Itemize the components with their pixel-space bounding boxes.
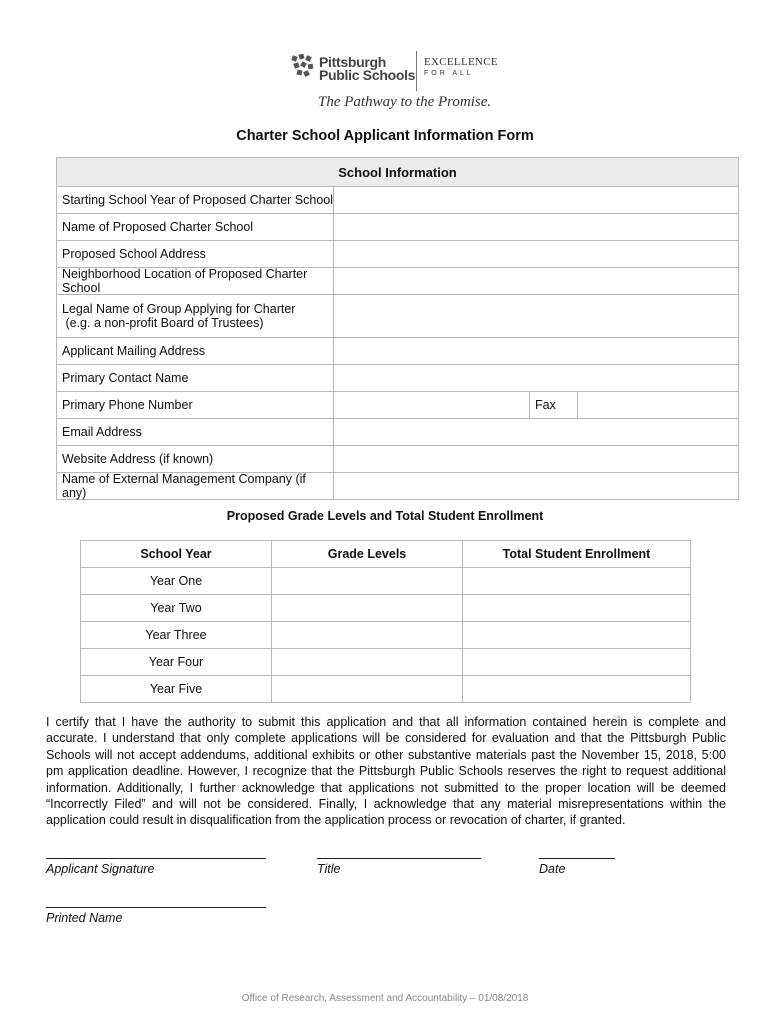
printed-name-label: Printed Name: [46, 911, 123, 925]
printed-name-line[interactable]: [46, 907, 266, 908]
info-row-management-company: [57, 473, 738, 499]
info-label: Email Address: [57, 419, 334, 445]
info-row-legal-name: [57, 295, 738, 338]
table-row: [81, 595, 690, 622]
website-field[interactable]: [334, 446, 738, 472]
header-grade-levels: Grade Levels: [272, 541, 463, 567]
fax-field[interactable]: [578, 392, 738, 418]
logo-excellence: [424, 56, 498, 80]
info-row-mailing-address: [57, 338, 738, 365]
grade-levels-field[interactable]: [272, 595, 463, 621]
legal-name-example: (e.g. a non-profit Board of Trustees): [62, 316, 264, 330]
date-line[interactable]: [539, 858, 615, 859]
info-label: Name of Proposed Charter School: [57, 214, 334, 240]
info-label: Proposed School Address: [57, 241, 334, 267]
logo-tagline: The Pathway to the Promise.: [318, 94, 492, 110]
logo-excellence-line1: EXCELLENCE: [424, 56, 498, 68]
info-row-contact-name: [57, 365, 738, 392]
pps-logo: [288, 48, 498, 116]
info-label: Applicant Mailing Address: [57, 338, 334, 364]
applicant-signature-line[interactable]: [46, 858, 266, 859]
logo-name-line1: Pittsburgh: [319, 54, 386, 70]
info-row-website: [57, 446, 738, 473]
table-row: [81, 568, 690, 595]
phone-field[interactable]: [334, 392, 530, 418]
info-label: Website Address (if known): [57, 446, 334, 472]
table-row: [81, 649, 690, 676]
total-enrollment-field[interactable]: [463, 676, 690, 702]
phone-fax-group: [334, 392, 738, 418]
title-label: Title: [317, 862, 341, 876]
year-label: Year Three: [81, 622, 272, 648]
year-label: Year One: [81, 568, 272, 594]
title-line[interactable]: [317, 858, 481, 859]
email-field[interactable]: [334, 419, 738, 445]
info-row-starting-year: [57, 187, 738, 214]
enrollment-title: Proposed Grade Levels and Total Student Enrollment: [226, 509, 544, 523]
applicant-signature-label: Applicant Signature: [46, 862, 155, 876]
fax-label: Fax: [530, 392, 578, 418]
date-label: Date: [539, 862, 566, 876]
starting-year-field[interactable]: [334, 187, 738, 213]
logo-name-line2: Public Schools: [319, 67, 416, 83]
info-row-email: [57, 419, 738, 446]
year-label: Year Four: [81, 649, 272, 675]
grade-levels-field[interactable]: [272, 676, 463, 702]
enrollment-table: [80, 540, 691, 703]
table-row: [81, 676, 690, 702]
info-label: Primary Phone Number: [57, 392, 334, 418]
grade-levels-field[interactable]: [272, 568, 463, 594]
total-enrollment-field[interactable]: [463, 568, 690, 594]
info-label: Name of External Management Company (if any): [57, 473, 334, 499]
total-enrollment-field[interactable]: [463, 622, 690, 648]
info-label: Starting School Year of Proposed Charter School: [57, 187, 334, 213]
total-enrollment-field[interactable]: [463, 649, 690, 675]
school-info-table: [56, 157, 739, 500]
contact-name-field[interactable]: [334, 365, 738, 391]
footer: Office of Research, Assessment and Accountability – 01/08/2018: [241, 993, 529, 1004]
header-school-year: School Year: [81, 541, 272, 567]
school-name-field[interactable]: [334, 214, 738, 240]
header-total-enrollment: Total Student Enrollment: [502, 547, 651, 561]
pps-logo-mark-icon: [291, 54, 317, 80]
info-label: Neighborhood Location of Proposed Charter School: [57, 268, 334, 294]
info-row-school-address: [57, 241, 738, 268]
year-label: Year Two: [81, 595, 272, 621]
info-row-school-name: [57, 214, 738, 241]
school-address-field[interactable]: [334, 241, 738, 267]
grade-levels-field[interactable]: [272, 622, 463, 648]
logo-name: [319, 56, 415, 82]
grade-levels-field[interactable]: [272, 649, 463, 675]
info-row-phone: [57, 392, 738, 419]
total-enrollment-field[interactable]: [463, 595, 690, 621]
certification-text: I certify that I have the authority to submit this application and that all information contained herein is complete and accurate. I understand that only complete applications will be considered for evaluation and that the Pittsburgh Public Schools will not accept addendums, additional exhibits or other substantive materials past the November 15, 2018, 5:00 pm application deadline. However, I recognize that the Pittsburgh Public Schools reserves the right to request additional information. Additionally, I further acknowledge that applications not submitted to the proper location will be deemed “Incorrectly Filed” and will not be considered. Finally, I acknowledge that any material misrepresentations within the application could result in disqualification from the application process or revocation of charter, if granted.: [46, 715, 726, 828]
management-company-field[interactable]: [334, 473, 738, 499]
info-label: Primary Contact Name: [57, 365, 334, 391]
logo-excellence-line2: FOR ALL: [424, 70, 474, 77]
info-label: [57, 295, 334, 337]
neighborhood-field[interactable]: [334, 268, 738, 294]
logo-divider: [416, 51, 417, 91]
legal-name-field[interactable]: [334, 295, 738, 337]
form-title: Charter School Applicant Information Form: [236, 128, 534, 144]
year-label: Year Five: [81, 676, 272, 702]
school-info-heading: School Information: [57, 158, 738, 187]
mailing-address-field[interactable]: [334, 338, 738, 364]
legal-name-label: Legal Name of Group Applying for Charter: [62, 302, 296, 316]
enrollment-header-row: [81, 541, 690, 568]
info-row-neighborhood: [57, 268, 738, 295]
table-row: [81, 622, 690, 649]
